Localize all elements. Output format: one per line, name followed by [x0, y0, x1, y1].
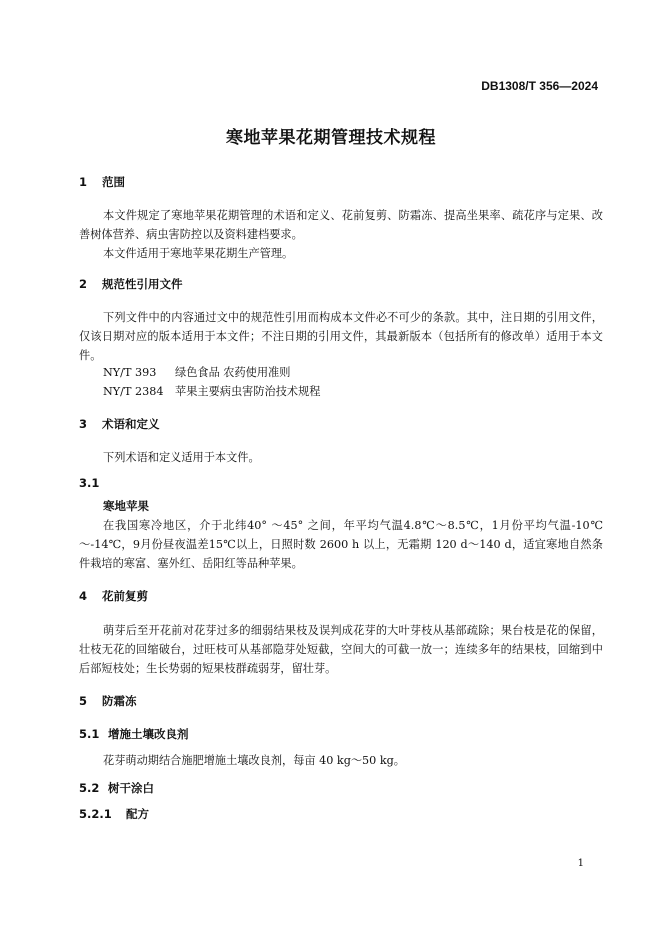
reference-name: 苹果主要病虫害防治技术规程	[175, 385, 321, 398]
clause-title: 配方	[126, 807, 150, 821]
section-title: 防霜冻	[102, 694, 137, 708]
document-title: 寒地苹果花期管理技术规程	[226, 128, 436, 148]
clause-number: 5.1	[79, 727, 100, 741]
section-2-paragraph-1: 下列文件中的内容通过文中的规范性引用而构成本文件必不可少的条款。其中，注日期的引用文件，仅该日期对应的版本适用于本文件；不注日期的引用文件，其最新版本（包括所有的修改单）适用于本文件。	[79, 311, 603, 362]
section-1-paragraph-2: 本文件适用于寒地苹果花期生产管理。	[103, 247, 294, 260]
term-definition: 在我国寒冷地区，介于北纬40° ～45° 之间，年平均气温4.8℃～8.5℃，1月份平均气温-10℃～-14℃，9月份昼夜温差15℃以上，日照时数 2600 h 以上，无霜期 120 d～140 d，适宜寒地自然条件栽培的寒富、塞外红、岳阳红等品种苹果。	[79, 519, 603, 570]
clause-5-2-1-heading	[79, 806, 149, 822]
reference-code: NY/T 2384	[103, 385, 164, 398]
term-heading: 寒地苹果	[103, 499, 149, 513]
clause-5-1-heading	[79, 726, 189, 742]
clause-5-1-paragraph: 花芽萌动期结合施肥增施土壤改良剂，每亩 40 kg～50 kg。	[103, 754, 405, 767]
section-title: 规范性引用文件	[102, 277, 183, 291]
section-number: 2	[79, 277, 88, 291]
reference-name: 绿色食品 农药使用准则	[175, 366, 291, 379]
reference-code: NY/T 393	[103, 366, 157, 379]
section-5-heading	[79, 693, 137, 709]
standard-code: DB1308/T 356—2024	[481, 79, 598, 93]
page-number: 1	[577, 858, 584, 869]
section-3-heading	[79, 416, 160, 432]
clause-number: 5.2	[79, 781, 100, 795]
clause-5-2-heading	[79, 780, 154, 796]
section-number: 1	[79, 175, 88, 189]
normative-reference-2	[103, 383, 320, 399]
clause-title: 树干涂白	[108, 781, 155, 795]
section-4-paragraph-1: 萌芽后至开花前对花芽过多的细弱结果枝及误判成花芽的大叶芽枝从基部疏除；果台枝是花的保留，壮枝无花的回缩破台，过旺枝可从基部隐芽处短截，空间大的可截一放一；连续多年的结果枝，回缩到中后部短枝处；生长势弱的短果枝群疏弱芽，留壮芽。	[79, 624, 603, 675]
section-1-paragraph-1: 本文件规定了寒地苹果花期管理的术语和定义、花前复剪、防霜冻、提高坐果率、疏花序与定果、改善树体营养、病虫害防控以及资料建档要求。	[79, 209, 603, 241]
clause-number: 5.2.1	[79, 807, 112, 821]
section-4-heading	[79, 588, 148, 604]
clause-title: 增施土壤改良剂	[108, 727, 189, 741]
section-3-paragraph-1: 下列术语和定义适用于本文件。	[103, 451, 260, 464]
clause-number: 3.1	[79, 476, 100, 490]
clause-3-1-number	[79, 476, 104, 490]
section-title: 术语和定义	[102, 417, 160, 431]
section-2-heading	[79, 276, 183, 292]
section-number: 5	[79, 694, 88, 708]
section-number: 4	[79, 589, 88, 603]
section-title: 花前复剪	[102, 589, 149, 603]
section-title: 范围	[102, 175, 126, 189]
section-number: 3	[79, 417, 88, 431]
section-1-heading	[79, 174, 125, 190]
normative-reference-1	[103, 364, 290, 380]
